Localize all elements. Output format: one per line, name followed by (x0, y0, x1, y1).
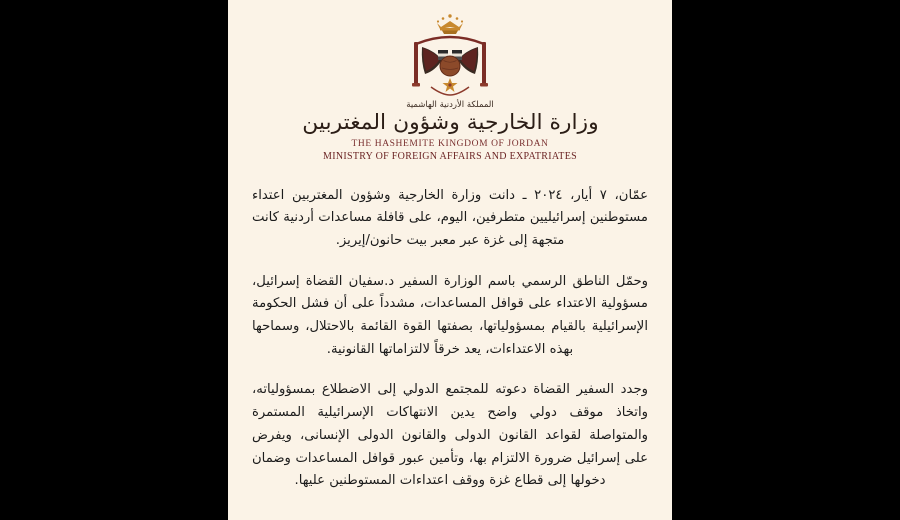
kingdom-english-line: THE HASHEMITE KINGDOM OF JORDAN (351, 138, 549, 149)
press-release-page (228, 0, 672, 520)
statement-paragraph-3: وجدد السفير القضاة دعوته للمجتمع الدولي إلى الاضطلاع بمسؤولياته، واتخاذ موقف دولي واضح يدين الانتهاكات الإسرائيلية المستمرة والمتواصلة لقواعد القانون الدولى والقانون الدولى الإنسانى، ويفرض على إسرائيل ضرورة الالتزام بها، وتأمين عبور قوافل المساعدات وضمان دخولها إلى قطاع غزة ووقف اعتداءات المستوطنين عليها. (252, 382, 648, 489)
statement-paragraph-1: عمّان، ٧ أيار، ٢٠٢٤ ـ دانت وزارة الخارجية وشؤون المغتربين اعتداء مستوطنين إسرائيليين متطرفين، اليوم، على قافلة مساعدات أردنية كانت متجهة إلى غزة عبر معبر بيت حانون/إيريز. (252, 187, 648, 248)
english-masthead-block (323, 138, 577, 163)
coat-of-arms-of-jordan-icon (394, 12, 506, 100)
letterbox-left (0, 0, 228, 520)
ministry-arabic-line: وزارة الخارجية وشؤون المغتربين (301, 109, 599, 134)
kingdom-arabic-line: المملكة الأردنية الهاشمية (406, 100, 494, 110)
statement-paragraph-2: وحمّل الناطق الرسمي باسم الوزارة السفير د.سفيان القضاة إسرائيل، مسؤولية الاعتداء على قوافل المساعدات، مشدداً على أن فشل الحكومة الإسرائيلية بالقيام بمسؤولياتها، بصفتها القوة القائمة بالاحتلال، وسماحها بهذه الاعتداءات، يعد خرقاً لالتزاماتها القانونية. (252, 273, 648, 357)
statement-body (228, 163, 672, 493)
ministry-english-line: MINISTRY OF FOREIGN AFFAIRS AND EXPATRIATES (323, 150, 577, 162)
ministry-masthead (228, 0, 672, 163)
letterbox-right (672, 0, 900, 520)
arabic-calligraphy-block (301, 100, 599, 134)
